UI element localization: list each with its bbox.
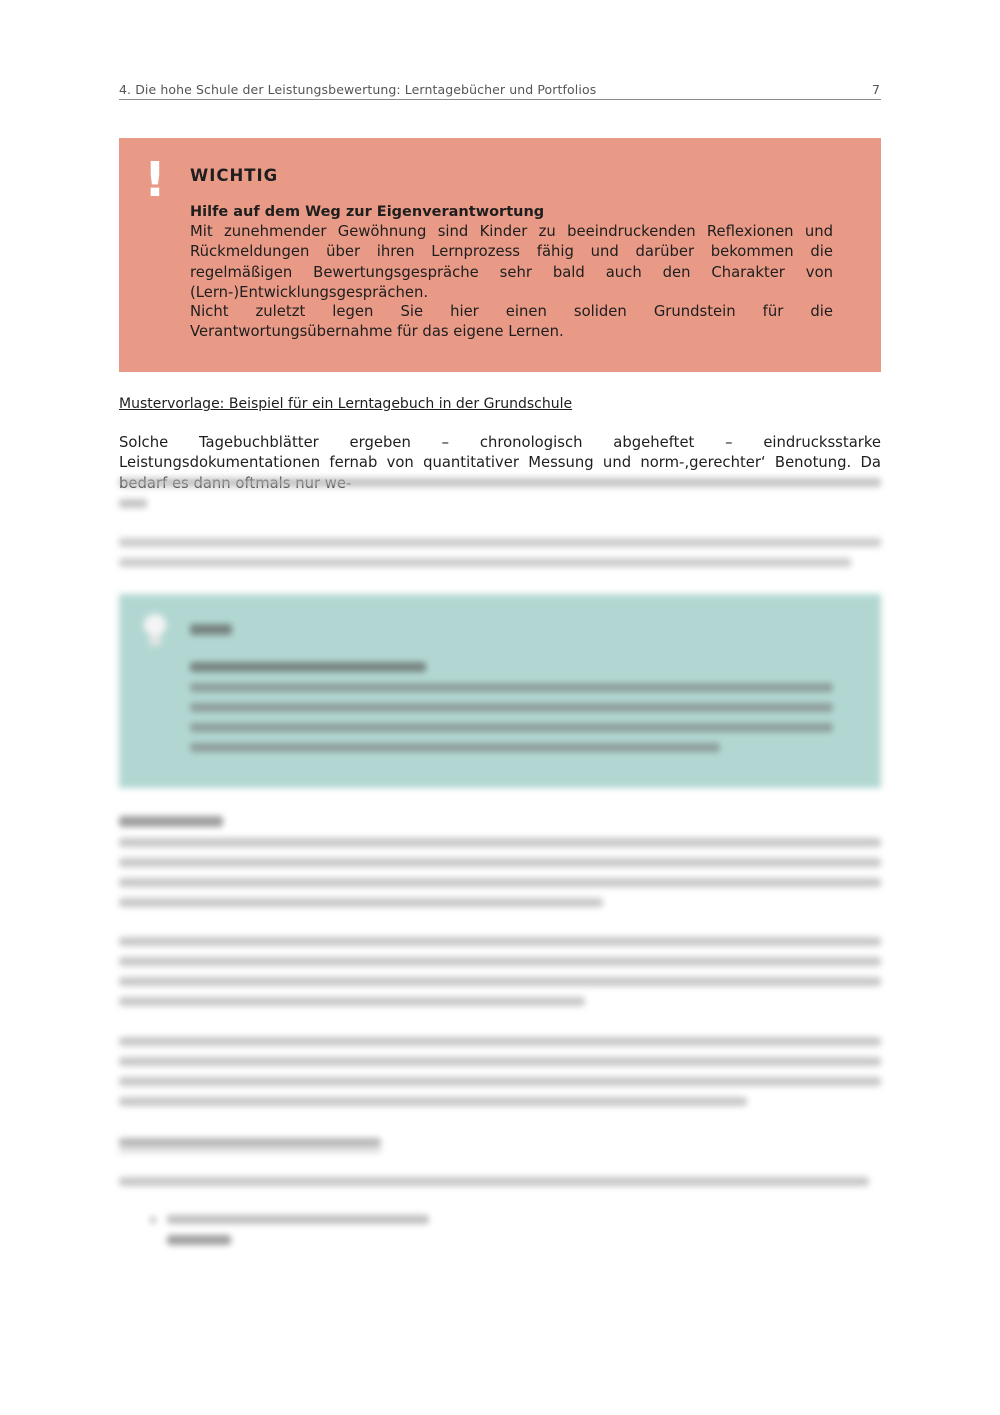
blurred-tip-line [190, 703, 833, 712]
blurred-text-line [119, 977, 881, 986]
important-subtitle: Hilfe auf dem Weg zur Eigenverantwortung [190, 204, 545, 220]
blurred-bullet-subtext [167, 1235, 231, 1245]
blurred-text-line [119, 1097, 747, 1106]
blurred-tip-label [190, 624, 232, 635]
blurred-text-line [119, 499, 147, 508]
blurred-tip-line [190, 723, 833, 732]
blurred-text-line [119, 1177, 869, 1186]
blurred-text-line [119, 558, 851, 567]
figure-caption-link[interactable]: Mustervorlage: Beispiel für ein Lerntagebuch in der Grundschule [119, 396, 573, 412]
blurred-text-line [119, 838, 881, 847]
blurred-bullet [150, 1217, 156, 1223]
blurred-text-line [119, 1037, 881, 1046]
blurred-text-line [119, 1057, 881, 1066]
blurred-text-line [119, 878, 881, 887]
exclamation-icon: ! [144, 152, 166, 208]
blurred-text-line [119, 997, 585, 1006]
blurred-subheading [119, 1138, 381, 1147]
page-number: 7 [871, 82, 880, 97]
blurred-text-line [119, 937, 881, 946]
blurred-tip-line [190, 743, 720, 752]
blurred-section-heading [119, 816, 223, 827]
important-label: WICHTIG [190, 166, 279, 185]
blurred-text-line [119, 478, 881, 487]
blurred-bullet-text [167, 1215, 429, 1224]
blurred-subheading-underline [119, 1150, 381, 1152]
blurred-text-line [119, 1077, 881, 1086]
important-paragraph-2: Nicht zuletzt legen Sie hier einen soliden Grundstein für die Verantwortungsübernahme für das eigene Lernen. [190, 303, 833, 341]
header-title: 4. Die hohe Schule der Leistungsbewertung: Lerntagebücher und Portfolios [119, 82, 597, 97]
blurred-text-line [119, 898, 603, 907]
lightbulb-base-icon [149, 636, 161, 646]
lightbulb-icon [144, 614, 166, 636]
blurred-tip-line [190, 683, 833, 692]
intro-paragraph: Solche Tagebuchblätter ergeben – chronologisch abgeheftet – eindrucksstarke Leistungsdokumentationen fernab von quantitativer Messung und norm-‚gerechter‘ Benotung. Da [119, 434, 881, 472]
running-header [119, 80, 881, 100]
important-paragraph-1: Mit zunehmender Gewöhnung sind Kinder zu beeindruckenden Reflexionen und Rückmeldungen über ihren Lernprozess fähig und darüber bekommen die regelmäßigen Bewertungsgespräche sehr bald auch den Charakter von (Lern-)Entwicklungsgesprächen. [190, 223, 833, 301]
blurred-text-line [119, 538, 881, 547]
blurred-text-line [119, 957, 881, 966]
blurred-tip-subtitle [190, 662, 426, 672]
blurred-text-line [119, 858, 881, 867]
